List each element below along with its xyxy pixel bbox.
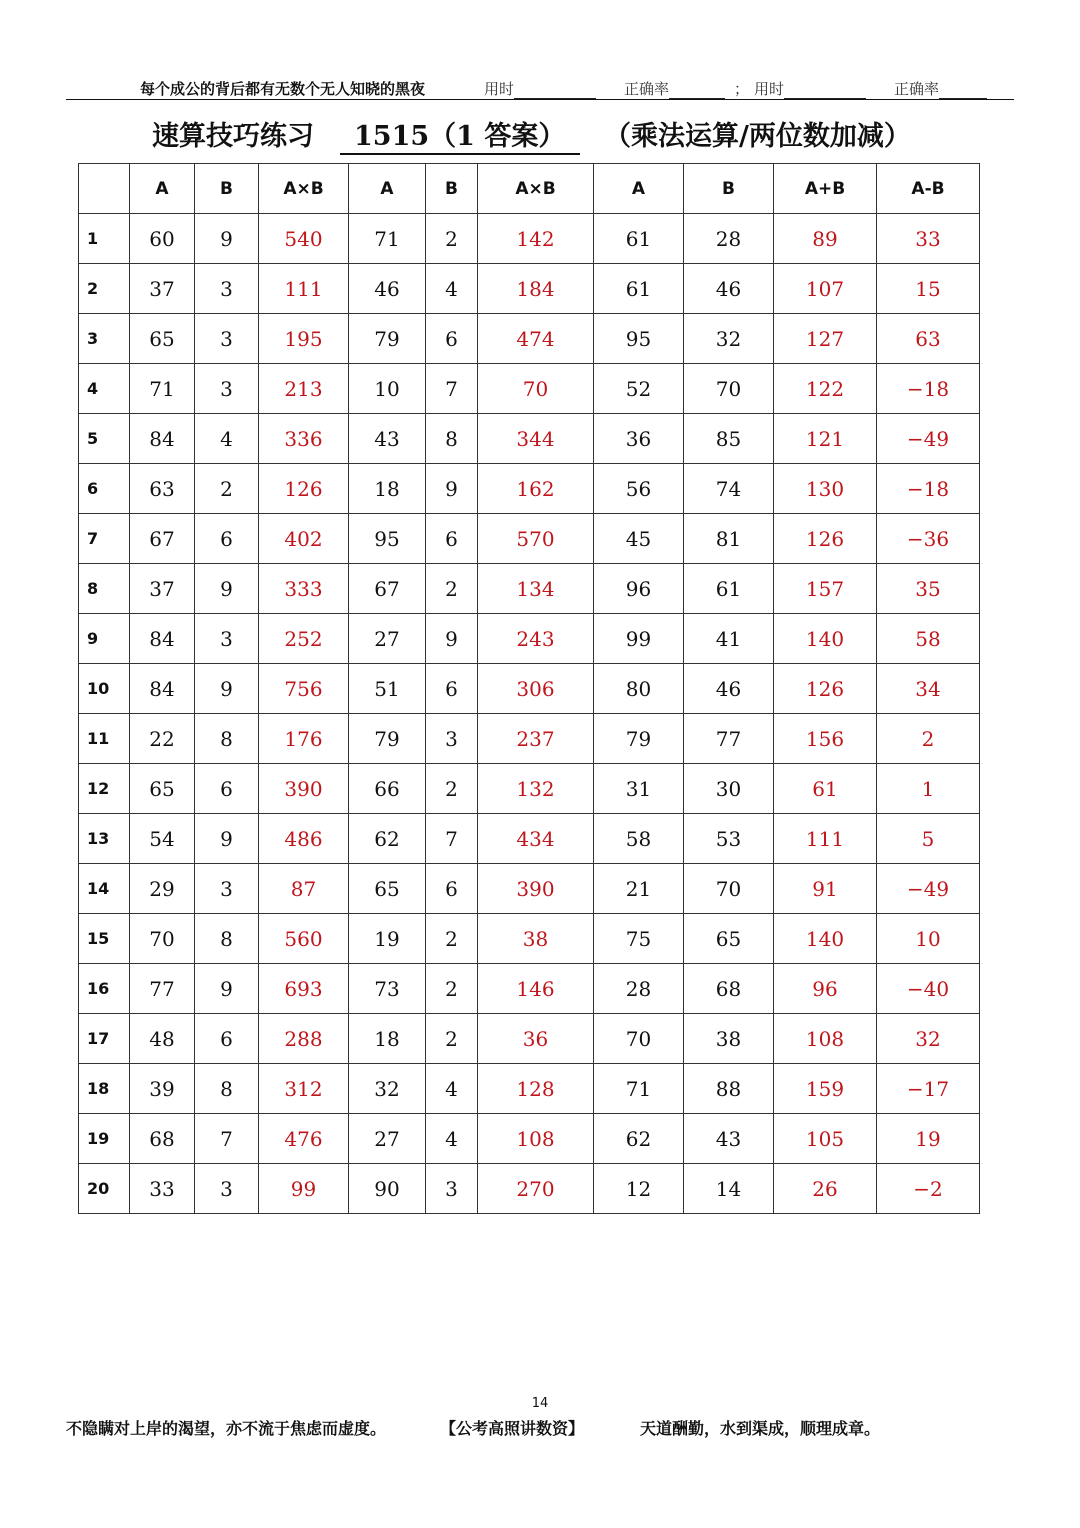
operand-cell: 4	[426, 264, 478, 314]
operand-cell: 65	[684, 914, 774, 964]
row-number: 1	[79, 214, 130, 264]
column-header: B	[684, 164, 774, 214]
table-row	[79, 1164, 980, 1214]
answer-cell: 336	[259, 414, 349, 464]
operand-cell: 58	[594, 814, 684, 864]
operand-cell: 2	[426, 964, 478, 1014]
operand-cell: 70	[684, 364, 774, 414]
operand-cell: 19	[349, 914, 426, 964]
table-row	[79, 964, 980, 1014]
answer-cell: 134	[478, 564, 594, 614]
answer-cell: 1	[877, 764, 980, 814]
operand-cell: 43	[349, 414, 426, 464]
row-number: 19	[79, 1114, 130, 1164]
answer-cell: 333	[259, 564, 349, 614]
row-number: 15	[79, 914, 130, 964]
operand-cell: 28	[684, 214, 774, 264]
answer-cell: 126	[259, 464, 349, 514]
answer-cell: 176	[259, 714, 349, 764]
answer-cell: 58	[877, 614, 980, 664]
operand-cell: 84	[130, 414, 195, 464]
operand-cell: 43	[684, 1114, 774, 1164]
answer-cell: 195	[259, 314, 349, 364]
answer-cell: 35	[877, 564, 980, 614]
answer-cell: 486	[259, 814, 349, 864]
answer-cell: 157	[774, 564, 877, 614]
answer-cell: 132	[478, 764, 594, 814]
page-number: 14	[531, 1396, 549, 1411]
operand-cell: 6	[195, 764, 259, 814]
row-number: 20	[79, 1164, 130, 1214]
column-header: A×B	[259, 164, 349, 214]
page-footer	[66, 1416, 1014, 1440]
operand-cell: 61	[684, 564, 774, 614]
answer-cell: 476	[259, 1114, 349, 1164]
column-header	[79, 164, 130, 214]
accuracy-label-2: 正确率	[894, 80, 940, 98]
operand-cell: 6	[426, 514, 478, 564]
answer-cell: 38	[478, 914, 594, 964]
table-row	[79, 1064, 980, 1114]
answer-cell: −49	[877, 864, 980, 914]
answer-cell: 434	[478, 814, 594, 864]
column-header: B	[195, 164, 259, 214]
operand-cell: 41	[684, 614, 774, 664]
answer-cell: 33	[877, 214, 980, 264]
answer-cell: 107	[774, 264, 877, 314]
answer-cell: 91	[774, 864, 877, 914]
operand-cell: 18	[349, 464, 426, 514]
answer-cell: 288	[259, 1014, 349, 1064]
answer-cell: 390	[259, 764, 349, 814]
operand-cell: 45	[594, 514, 684, 564]
answer-cell: 344	[478, 414, 594, 464]
operand-cell: 68	[684, 964, 774, 1014]
accuracy-label-1: 正确率	[624, 80, 670, 98]
header-divider	[66, 99, 1014, 100]
title-number: 1515（1 答案）	[340, 114, 580, 155]
operand-cell: 99	[594, 614, 684, 664]
operand-cell: 6	[426, 864, 478, 914]
answer-cell: 121	[774, 414, 877, 464]
operand-cell: 10	[349, 364, 426, 414]
operand-cell: 67	[349, 564, 426, 614]
table-row	[79, 814, 980, 864]
row-number: 9	[79, 614, 130, 664]
operand-cell: 70	[684, 864, 774, 914]
operand-cell: 32	[349, 1064, 426, 1114]
operand-cell: 46	[684, 264, 774, 314]
operand-cell: 2	[426, 914, 478, 964]
answer-cell: 560	[259, 914, 349, 964]
operand-cell: 70	[130, 914, 195, 964]
table-row	[79, 664, 980, 714]
operand-cell: 28	[594, 964, 684, 1014]
answer-cell: 108	[478, 1114, 594, 1164]
answer-cell: 5	[877, 814, 980, 864]
table-row	[79, 414, 980, 464]
answer-cell: 570	[478, 514, 594, 564]
row-number: 14	[79, 864, 130, 914]
answer-cell: 99	[259, 1164, 349, 1214]
operand-cell: 8	[426, 414, 478, 464]
column-header: A×B	[478, 164, 594, 214]
operand-cell: 67	[130, 514, 195, 564]
operand-cell: 60	[130, 214, 195, 264]
operand-cell: 39	[130, 1064, 195, 1114]
operand-cell: 2	[426, 1014, 478, 1064]
operand-cell: 95	[594, 314, 684, 364]
answer-cell: 2	[877, 714, 980, 764]
answer-cell: 270	[478, 1164, 594, 1214]
operand-cell: 6	[195, 1014, 259, 1064]
answer-cell: 130	[774, 464, 877, 514]
operand-cell: 77	[684, 714, 774, 764]
operand-cell: 71	[130, 364, 195, 414]
operand-cell: 90	[349, 1164, 426, 1214]
answer-cell: 15	[877, 264, 980, 314]
answer-cell: 108	[774, 1014, 877, 1064]
answer-cell: 237	[478, 714, 594, 764]
row-number: 16	[79, 964, 130, 1014]
row-number: 4	[79, 364, 130, 414]
answer-cell: 474	[478, 314, 594, 364]
operand-cell: 4	[195, 414, 259, 464]
answer-cell: −36	[877, 514, 980, 564]
answer-cell: 87	[259, 864, 349, 914]
operand-cell: 65	[349, 864, 426, 914]
table-row	[79, 464, 980, 514]
time-field-2	[754, 78, 866, 99]
answer-cell: 126	[774, 664, 877, 714]
operand-cell: 8	[195, 914, 259, 964]
operand-cell: 4	[426, 1064, 478, 1114]
operand-cell: 9	[195, 664, 259, 714]
answer-cell: 184	[478, 264, 594, 314]
page-title	[0, 112, 1080, 152]
answer-cell: 756	[259, 664, 349, 714]
accuracy-blank-2	[939, 84, 987, 99]
operand-cell: 8	[195, 714, 259, 764]
answer-cell: 146	[478, 964, 594, 1014]
answer-cell: 159	[774, 1064, 877, 1114]
row-number: 18	[79, 1064, 130, 1114]
accuracy-field-2	[894, 78, 987, 99]
row-number: 3	[79, 314, 130, 364]
column-header: A	[594, 164, 684, 214]
operand-cell: 18	[349, 1014, 426, 1064]
operand-cell: 71	[594, 1064, 684, 1114]
operand-cell: 52	[594, 364, 684, 414]
operand-cell: 2	[426, 564, 478, 614]
operand-cell: 4	[426, 1114, 478, 1164]
column-header: A	[349, 164, 426, 214]
footer-left: 不隐瞒对上岸的渴望，亦不流于焦虑而虚度。	[66, 1419, 387, 1438]
operand-cell: 84	[130, 614, 195, 664]
answer-cell: 32	[877, 1014, 980, 1064]
operand-cell: 3	[195, 314, 259, 364]
time-label-1: 用时	[484, 80, 515, 98]
answer-cell: 34	[877, 664, 980, 714]
answer-cell: 26	[774, 1164, 877, 1214]
answer-cell: −49	[877, 414, 980, 464]
table-row	[79, 714, 980, 764]
footer-center: 【公考高照讲数资】	[440, 1419, 585, 1438]
table-body	[79, 214, 980, 1214]
row-number: 5	[79, 414, 130, 464]
answer-cell: 693	[259, 964, 349, 1014]
operand-cell: 3	[195, 264, 259, 314]
row-number: 12	[79, 764, 130, 814]
operand-cell: 9	[195, 964, 259, 1014]
accuracy-field-1	[624, 78, 725, 99]
operand-cell: 2	[195, 464, 259, 514]
operand-cell: 61	[594, 264, 684, 314]
operand-cell: 9	[426, 464, 478, 514]
operand-cell: 48	[130, 1014, 195, 1064]
operand-cell: 95	[349, 514, 426, 564]
operand-cell: 73	[349, 964, 426, 1014]
operand-cell: 63	[130, 464, 195, 514]
answer-cell: 111	[774, 814, 877, 864]
title-main: 速算技巧练习	[152, 121, 314, 152]
answer-cell: 312	[259, 1064, 349, 1114]
operand-cell: 22	[130, 714, 195, 764]
answer-cell: 111	[259, 264, 349, 314]
table-row	[79, 564, 980, 614]
row-number: 8	[79, 564, 130, 614]
table-row	[79, 214, 980, 264]
answer-cell: 540	[259, 214, 349, 264]
operand-cell: 37	[130, 264, 195, 314]
operand-cell: 9	[195, 214, 259, 264]
operand-cell: 6	[426, 664, 478, 714]
operand-cell: 46	[349, 264, 426, 314]
operand-cell: 53	[684, 814, 774, 864]
operand-cell: 7	[426, 814, 478, 864]
operand-cell: 65	[130, 314, 195, 364]
table-row	[79, 264, 980, 314]
answer-cell: −18	[877, 464, 980, 514]
table-row	[79, 614, 980, 664]
operand-cell: 79	[349, 314, 426, 364]
table-row	[79, 364, 980, 414]
operand-cell: 3	[195, 364, 259, 414]
operand-cell: 29	[130, 864, 195, 914]
operand-cell: 9	[195, 564, 259, 614]
header-separator: ；	[734, 80, 750, 98]
operand-cell: 37	[130, 564, 195, 614]
answer-cell: 128	[478, 1064, 594, 1114]
operand-cell: 62	[594, 1114, 684, 1164]
answer-cell: 142	[478, 214, 594, 264]
answer-cell: 19	[877, 1114, 980, 1164]
header-motto: 每个成公的背后都有无数个无人知晓的黑夜	[140, 80, 426, 98]
practice-table	[78, 163, 980, 1214]
operand-cell: 30	[684, 764, 774, 814]
answer-cell: −40	[877, 964, 980, 1014]
operand-cell: 36	[594, 414, 684, 464]
operand-cell: 74	[684, 464, 774, 514]
answer-cell: 89	[774, 214, 877, 264]
operand-cell: 3	[195, 864, 259, 914]
operand-cell: 21	[594, 864, 684, 914]
answer-cell: 61	[774, 764, 877, 814]
answer-cell: 213	[259, 364, 349, 414]
answer-cell: 36	[478, 1014, 594, 1064]
operand-cell: 3	[195, 614, 259, 664]
answer-cell: 390	[478, 864, 594, 914]
answer-cell: 96	[774, 964, 877, 1014]
operand-cell: 38	[684, 1014, 774, 1064]
operand-cell: 81	[684, 514, 774, 564]
table-row	[79, 914, 980, 964]
operand-cell: 66	[349, 764, 426, 814]
answer-cell: 105	[774, 1114, 877, 1164]
operand-cell: 79	[349, 714, 426, 764]
accuracy-blank-1	[669, 84, 725, 99]
operand-cell: 88	[684, 1064, 774, 1114]
operand-cell: 79	[594, 714, 684, 764]
answer-cell: 63	[877, 314, 980, 364]
answer-cell: 70	[478, 364, 594, 414]
operand-cell: 71	[349, 214, 426, 264]
table-row	[79, 864, 980, 914]
operand-cell: 80	[594, 664, 684, 714]
answer-cell: 306	[478, 664, 594, 714]
operand-cell: 62	[349, 814, 426, 864]
operand-cell: 14	[684, 1164, 774, 1214]
column-header: B	[426, 164, 478, 214]
answer-cell: 162	[478, 464, 594, 514]
row-number: 6	[79, 464, 130, 514]
column-header: A+B	[774, 164, 877, 214]
operand-cell: 46	[684, 664, 774, 714]
title-subtitle: （乘法运算/两位数加减）	[604, 121, 911, 152]
operand-cell: 8	[195, 1064, 259, 1114]
operand-cell: 2	[426, 214, 478, 264]
operand-cell: 96	[594, 564, 684, 614]
answer-cell: 127	[774, 314, 877, 364]
answer-cell: 10	[877, 914, 980, 964]
operand-cell: 31	[594, 764, 684, 814]
answer-cell: 140	[774, 914, 877, 964]
operand-cell: 70	[594, 1014, 684, 1064]
operand-cell: 75	[594, 914, 684, 964]
footer-right: 天道酬勤，水到渠成，顺理成章。	[640, 1419, 881, 1438]
answer-cell: 402	[259, 514, 349, 564]
answer-cell: 140	[774, 614, 877, 664]
table-row	[79, 514, 980, 564]
operand-cell: 51	[349, 664, 426, 714]
answer-cell: 243	[478, 614, 594, 664]
answer-cell: 126	[774, 514, 877, 564]
operand-cell: 9	[195, 814, 259, 864]
time-label-2: 用时	[754, 80, 785, 98]
operand-cell: 3	[195, 1164, 259, 1214]
operand-cell: 61	[594, 214, 684, 264]
time-blank-2	[784, 84, 866, 99]
operand-cell: 85	[684, 414, 774, 464]
operand-cell: 3	[426, 714, 478, 764]
operand-cell: 6	[426, 314, 478, 364]
answer-cell: 122	[774, 364, 877, 414]
column-header: A	[130, 164, 195, 214]
time-blank-1	[514, 84, 596, 99]
table-header-row	[79, 164, 980, 214]
time-field-1	[484, 78, 596, 99]
row-number: 13	[79, 814, 130, 864]
operand-cell: 27	[349, 1114, 426, 1164]
operand-cell: 65	[130, 764, 195, 814]
operand-cell: 84	[130, 664, 195, 714]
operand-cell: 77	[130, 964, 195, 1014]
operand-cell: 68	[130, 1114, 195, 1164]
row-number: 2	[79, 264, 130, 314]
table-row	[79, 314, 980, 364]
operand-cell: 56	[594, 464, 684, 514]
operand-cell: 9	[426, 614, 478, 664]
answer-cell: 156	[774, 714, 877, 764]
answer-cell: −17	[877, 1064, 980, 1114]
row-number: 7	[79, 514, 130, 564]
column-header: A-B	[877, 164, 980, 214]
operand-cell: 7	[426, 364, 478, 414]
table-row	[79, 1114, 980, 1164]
operand-cell: 7	[195, 1114, 259, 1164]
answer-cell: −18	[877, 364, 980, 414]
operand-cell: 27	[349, 614, 426, 664]
row-number: 11	[79, 714, 130, 764]
row-number: 10	[79, 664, 130, 714]
operand-cell: 12	[594, 1164, 684, 1214]
answer-cell: 252	[259, 614, 349, 664]
operand-cell: 6	[195, 514, 259, 564]
row-number: 17	[79, 1014, 130, 1064]
table-row	[79, 764, 980, 814]
operand-cell: 54	[130, 814, 195, 864]
answer-cell: −2	[877, 1164, 980, 1214]
operand-cell: 33	[130, 1164, 195, 1214]
operand-cell: 3	[426, 1164, 478, 1214]
table-row	[79, 1014, 980, 1064]
operand-cell: 32	[684, 314, 774, 364]
operand-cell: 2	[426, 764, 478, 814]
